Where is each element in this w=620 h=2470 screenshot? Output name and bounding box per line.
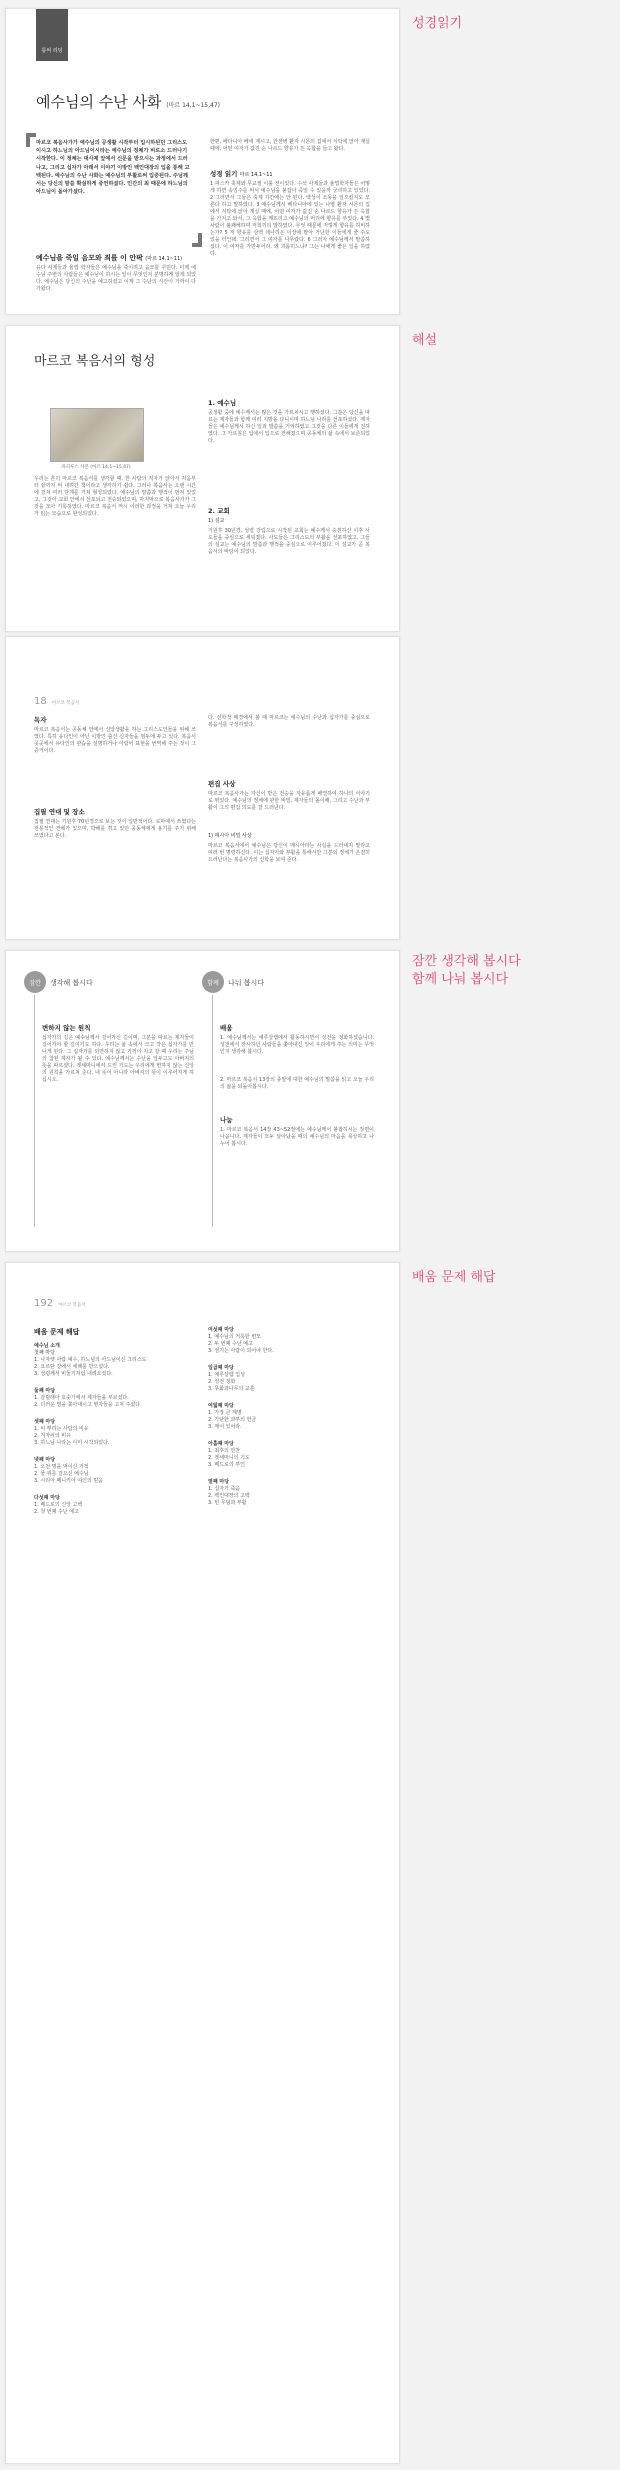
label-reading: 성경읽기 xyxy=(412,16,463,31)
answer-group xyxy=(208,1327,368,1355)
reader-body: 마르코 복음서는 공동체 안에서 신앙생활을 하는 그리스도인들을 위해 쓰였다. 특히 유다인이 아닌 이방인 출신 신자들을 염두에 두고 있다. 복음서 곳곳에서 유다인의 관습을 설명하거나 아람어 표현을 번역해 주는 것이 그 증거이다. xyxy=(34,727,196,754)
page-think-share xyxy=(5,950,400,1252)
answer-line: 2. 백인대장의 고백 xyxy=(208,1493,250,1499)
answer-line: 2. 요르단 강에서 세례를 받으셨다. xyxy=(34,1364,110,1370)
answer-line: 3. 빈 무덤과 부활 xyxy=(208,1500,247,1506)
answer-group xyxy=(34,1457,194,1485)
quote-bracket-close xyxy=(192,233,202,247)
date-body: 집필 연대는 기원후 70년경으로 보는 것이 일반적이다. 로마에서 쓰였다는 전통적인 견해가 있으며, 박해를 겪고 있던 공동체에게 용기를 주기 위해 쓰였다고 본다. xyxy=(34,819,196,839)
answers-right-column xyxy=(208,1327,368,1517)
label-commentary: 해설 xyxy=(412,333,438,348)
answer-group xyxy=(208,1479,368,1507)
intro-text: 마르코 복음사가가 예수님의 공생활 시작부터 입시하된던 그리스도이시고 하느님의 아드님이시라는 예수님의 정체가 비로소 드러나기 시작한다. 이 정체는 대사제 앞에서 신문을 받으시는 과정에서 드러나고, 그리고 십자가 아래서 이야기 이방인 백인대장의 입을 통해 고백된다. 예수님의 수난 사화는 예수님의 부활로써 입증된다. 주님께서는 당신의 말씀 확실하게 증언하셨다. 인간의 최 때문에 하느님의 아드님이 돌아가셨다. xyxy=(36,140,190,196)
answer-line: 3. 섬기는 사람이 되어야 한다. xyxy=(208,1348,274,1354)
col2-top: 다. 신학적 배경에서 볼 때 마르코는 예수님의 수난과 십자가를 중심으로 복음서를 구성하였다. xyxy=(208,715,370,728)
answer-group-heading: 여덟째 마당 xyxy=(208,1403,234,1409)
title-text: 예수님의 수난 사화 xyxy=(36,93,162,111)
label-think: 잠깐 생각해 봅시다 xyxy=(412,954,521,969)
answer-group xyxy=(34,1388,194,1409)
answer-line: 1. 베드로의 신앙 고백 xyxy=(34,1502,83,1508)
answers-left-column xyxy=(34,1343,194,1526)
col2-head-text: 성경 읽기 xyxy=(210,170,238,178)
answer-line: 2. 겟세마니의 기도 xyxy=(208,1455,250,1461)
share-learn-2: 2. 마르코 복음서 13장의 종말에 대한 예수님의 말씀을 읽고 오늘 우리의 삶을 되돌아봅시다. xyxy=(220,1077,374,1090)
page-number-value: 192 xyxy=(34,1298,54,1309)
col2-heading xyxy=(210,169,273,178)
quote-bracket-open xyxy=(26,133,36,147)
answer-line: 2. 성전 정화 xyxy=(208,1379,236,1385)
answer-line: 1. 가장 큰 계명 xyxy=(208,1410,242,1416)
answer-line: 1. 나자렛 사람 예수, 하느님의 아드님이신 그리스도 xyxy=(34,1357,147,1363)
share-rule xyxy=(212,995,213,1227)
page-commentary xyxy=(5,325,400,632)
answer-line: 2. 물 위를 걸으신 예수님 xyxy=(34,1471,89,1477)
answer-line: 3. 베드로의 부인 xyxy=(208,1462,245,1468)
answer-line: 2. 두 번째 수난 예고 xyxy=(208,1341,253,1347)
page-title: 마르코 복음서의 형성 xyxy=(34,354,156,369)
answer-group-heading: 넷째 마당 xyxy=(34,1457,56,1463)
section-1-body: 공생활 중에 예수께서는 많은 것을 가르치시고 행하셨다. 그분은 당신을 따르는 제자들과 함께 여러 지방을 다니시며 하느님 나라를 선포하셨다. 제자들은 예수님께서 하신 일과 말씀을 기억하였고 그것을 다른 이들에게 전하였다. 그 가르침은 입에서 입으로 전해졌으며 공동체의 삶 속에서 보존되었다. xyxy=(208,410,370,444)
answer-group-sub: 첫째 마당 xyxy=(34,1350,55,1356)
label-answers: 배움 문제 해답 xyxy=(412,1270,496,1285)
share-heading-share: 나눔 xyxy=(220,1116,233,1124)
answer-line: 3. 깨어 있어라. xyxy=(208,1424,242,1430)
think-heading: 변하지 않는 원칙 xyxy=(42,1024,91,1032)
section-ref: (마르 14,1~11) xyxy=(145,256,183,262)
image-caption: 파피루스 사본 (마르 14,1~15,47) xyxy=(61,465,131,470)
answer-line: 2. 가난한 과부의 헌금 xyxy=(208,1417,257,1423)
badge-label: 통써 리딩 xyxy=(41,48,63,54)
answer-group-heading: 셋째 마당 xyxy=(34,1419,56,1425)
page-reading xyxy=(5,8,400,315)
heading-reader: 독자 xyxy=(34,716,47,724)
section-2-sub: 1) 설교 xyxy=(208,518,225,524)
page-number-value: 18 xyxy=(34,696,47,707)
answer-group xyxy=(208,1441,368,1469)
col2-intro: 한편, 베다니아 베에 계시고, 한센병 환자 시몬의 집에서 식탁에 앉아 계실 때에, 어떤 여자가 값진 순 나르드 향유가 든 옥합을 들고 왔다. xyxy=(210,139,370,152)
page-number xyxy=(34,689,79,708)
answer-line: 1. 갈릴래아 호숫가에서 제자들을 부르셨다. xyxy=(34,1395,129,1401)
answer-group-heading: 여섯째 마당 xyxy=(208,1327,234,1333)
section-2-heading: 2. 교회 xyxy=(208,507,230,515)
section-1-heading: 1. 예수님 xyxy=(208,399,237,407)
answer-line: 3. 하느님 나라는 이미 시작되었다. xyxy=(34,1440,110,1446)
think-circle: 잠깐 xyxy=(24,971,46,993)
share-heading-learn: 배움 xyxy=(220,1024,233,1032)
answer-line: 1. 예루살렘 입성 xyxy=(208,1372,245,1378)
answer-line: 1. 십자가 죽음 xyxy=(208,1486,241,1492)
answer-line: 2. 겨자씨의 비유 xyxy=(34,1433,71,1439)
think-rule xyxy=(34,995,35,1227)
page-answers xyxy=(5,1262,400,2464)
section-2-body: 기원후 30년경, 성령 강림으로 시작된 교회는 예수께서 승천하신 이후 사도들을 중심으로 세워졌다. 사도들은 그리스도의 부활을 선포하였고, 그들의 설교는 예수님의 말씀과 행적을 중심으로 이루어졌다. 이 설교가 곧 복음서의 바탕이 되었다. xyxy=(208,528,370,555)
share-share-1: 1. 마르코 복음서 14장 43~52절에는 예수님께서 붙잡히시는 장면이 나옵니다. 제자들이 모두 달아났을 때의 예수님의 마음을 묵상하고 나누어 봅시다. xyxy=(220,1127,374,1147)
share-title: 나눠 봅시다 xyxy=(228,979,265,987)
think-body: 십자가의 길은 예수님께서 걸어가신 길이며, 그분을 따르는 제자들이 걸어가야 할 길이기도 하다. 우리는 삶 속에서 크고 작은 십자가를 만나게 된다. 그 십자가를 외면하지 않고 기꺼이 지고 갈 때 우리는 주님의 참된 제자가 될 수 있다. 예수님께서는 수난을 앞두고도 아버지의 뜻을 따르셨다. 겟세마니에서 드린 기도는 우리에게 변하지 않는 신앙의 원칙을 가르쳐 준다. 내 뜻이 아니라 아버지의 뜻이 이루어지게 하십시오. xyxy=(42,1035,194,1083)
answer-group xyxy=(34,1419,194,1447)
answers-title: 배움 문제 해답 xyxy=(34,1328,80,1336)
section-heading xyxy=(36,253,196,263)
col2-body: 1 파스카 축제와 무교절 이틀 전이었다. 수석 사제들과 율법학자들은 어떻게 하면 속임수를 써서 예수님을 붙잡아 죽일 수 있을까 궁리하고 있었다. 2 그러면서 그들은 축제 기간에는 안 된다. 백성이 소동을 일으킬지도 모른다 하고 말하였다. 3 예수님께서 베타니아에 있는 나병 환자 시몬의 집에서 식탁에 앉아 계실 때에, 어떤 여자가 값진 순 나르드 향유가 든 옥합을 가지고 와서, 그 옥합을 깨뜨리고 예수님의 머리에 향유를 부었다. 4 몇 사람이 불쾌해하며 저희끼리 말하였다. 무엇 때문에 저렇게 향유를 허비하는가? 5 저 향유를 삼백 데나리온 이상에 팔아 가난한 이들에게 줄 수도 있을 터인데. 그러면서 그 여자를 나무랐다. 6 그러자 예수님께서 말씀하셨다. 이 여자를 가만두어라. 왜 괴롭히느냐? 그는 나에게 좋은 일을 하였다. xyxy=(210,181,370,257)
heading-editorial: 편집 사상 xyxy=(208,780,236,788)
answer-group-heading: 일곱째 마당 xyxy=(208,1365,234,1371)
share-learn-1: 1. 예수님께서는 예루살렘에서 활동하시면서 성전을 정화하셨습니다. 성전에서 장사하던 사람들을 쫓아내신 일이 우리에게 주는 의미는 무엇인지 생각해 봅시다. xyxy=(220,1035,374,1055)
editorial-body-2: 마르코 복음서에서 예수님은 당신이 메시아라는 사실을 드러내지 말라고 여러 번 명령하신다. 이는 십자가와 부활을 통해서만 그분의 정체가 온전히 드러난다는 복음사가의 신학을 보여 준다. xyxy=(208,843,370,863)
share-circle: 함께 xyxy=(202,971,224,993)
heading-date: 집필 연대 및 장소 xyxy=(34,808,85,816)
answer-group xyxy=(208,1365,368,1393)
page-commentary-2 xyxy=(5,636,400,940)
answer-line: 3. 시리아 페니키아 여인의 믿음 xyxy=(34,1478,104,1484)
col2-head-ref: 마르 14,1~11 xyxy=(239,172,273,178)
answer-group-heading: 다섯째 마당 xyxy=(34,1495,60,1501)
answer-line: 2. 더러운 영을 쫓아내시고 병자들을 고쳐 주셨다. xyxy=(34,1402,142,1408)
editorial-sub: 1) 메시아 비밀 사상 xyxy=(208,833,252,839)
body-left: 우리는 흔히 마르코 복음서를 생각할 때, 한 사람의 저자가 앉아서 처음부터 끝까지 써 내려간 책이라고 생각하기 쉽다. 그러나 복음서는 오랜 시간에 걸쳐 여러 단계를 거쳐 형성되었다. 예수님의 말씀과 행적이 먼저 있었고, 그것이 교회 안에서 선포되고 전승되었으며, 마지막으로 복음사가가 그것을 모아 기록하였다. 마르코 복음서 역시 이러한 과정을 거쳐 오늘 우리가 읽는 모습으로 완성되었다. xyxy=(34,476,196,517)
answer-line: 1. 예수님의 거룩한 변모 xyxy=(208,1334,262,1340)
answer-line: 1. 씨 뿌리는 사람의 비유 xyxy=(34,1426,89,1432)
body-left: 유다 사제들과 율법 학자들은 예수님을 죽이려고 음모를 꾸민다. 이제 예수님 주변의 사람들은 예수님이 하시는 일이 무엇인지 분명하게 알게 되었다. 예수님은 당신의 수난을 예고하셨고 이제 그 수난의 시간이 가까이 다가왔다. xyxy=(36,265,196,292)
page-tag: 마르코 복음서 xyxy=(58,1303,86,1308)
page-tag: 마르코 복음서 xyxy=(51,701,80,706)
answer-group-heading: 둘째 마당 xyxy=(34,1388,56,1394)
answer-group-heading: 열째 마당 xyxy=(208,1479,230,1485)
page-title xyxy=(36,91,220,112)
answer-group-heading: 예수님 소개 xyxy=(34,1343,60,1349)
answer-line: 1. 오천 명을 먹이신 기적 xyxy=(34,1464,89,1470)
answer-group xyxy=(208,1403,368,1431)
answer-group-heading: 아홉째 마당 xyxy=(208,1441,234,1447)
answer-group xyxy=(34,1495,194,1516)
papyrus-image xyxy=(50,408,144,462)
editorial-body: 마르코 복음사가는 자신이 받은 전승을 자유롭게 배열하여 하나의 이야기로 엮었다. 예수님의 정체에 관한 비밀, 제자들의 몰이해, 그리고 수난과 부활이 그의 편집 의도를 잘 드러낸다. xyxy=(208,791,370,811)
section-title: 예수님을 죽일 음모와 죄를 이 안팍 xyxy=(36,254,143,262)
title-reference: (마르 14,1~15,47) xyxy=(166,102,220,109)
label-share: 함께 나눠 봅시다 xyxy=(412,972,509,987)
think-title: 생각해 봅시다 xyxy=(50,979,93,987)
answer-line: 3. 무화과나무의 교훈 xyxy=(208,1386,255,1392)
answer-group xyxy=(34,1343,194,1378)
answer-line: 1. 최후의 만찬 xyxy=(208,1448,241,1454)
answer-line: 2. 첫 번째 수난 예고 xyxy=(34,1509,79,1515)
page-number xyxy=(34,1291,86,1310)
answer-line: 3. 성령께서 비둘기처럼 내려오셨다. xyxy=(34,1371,113,1377)
label-think-share xyxy=(412,953,521,989)
